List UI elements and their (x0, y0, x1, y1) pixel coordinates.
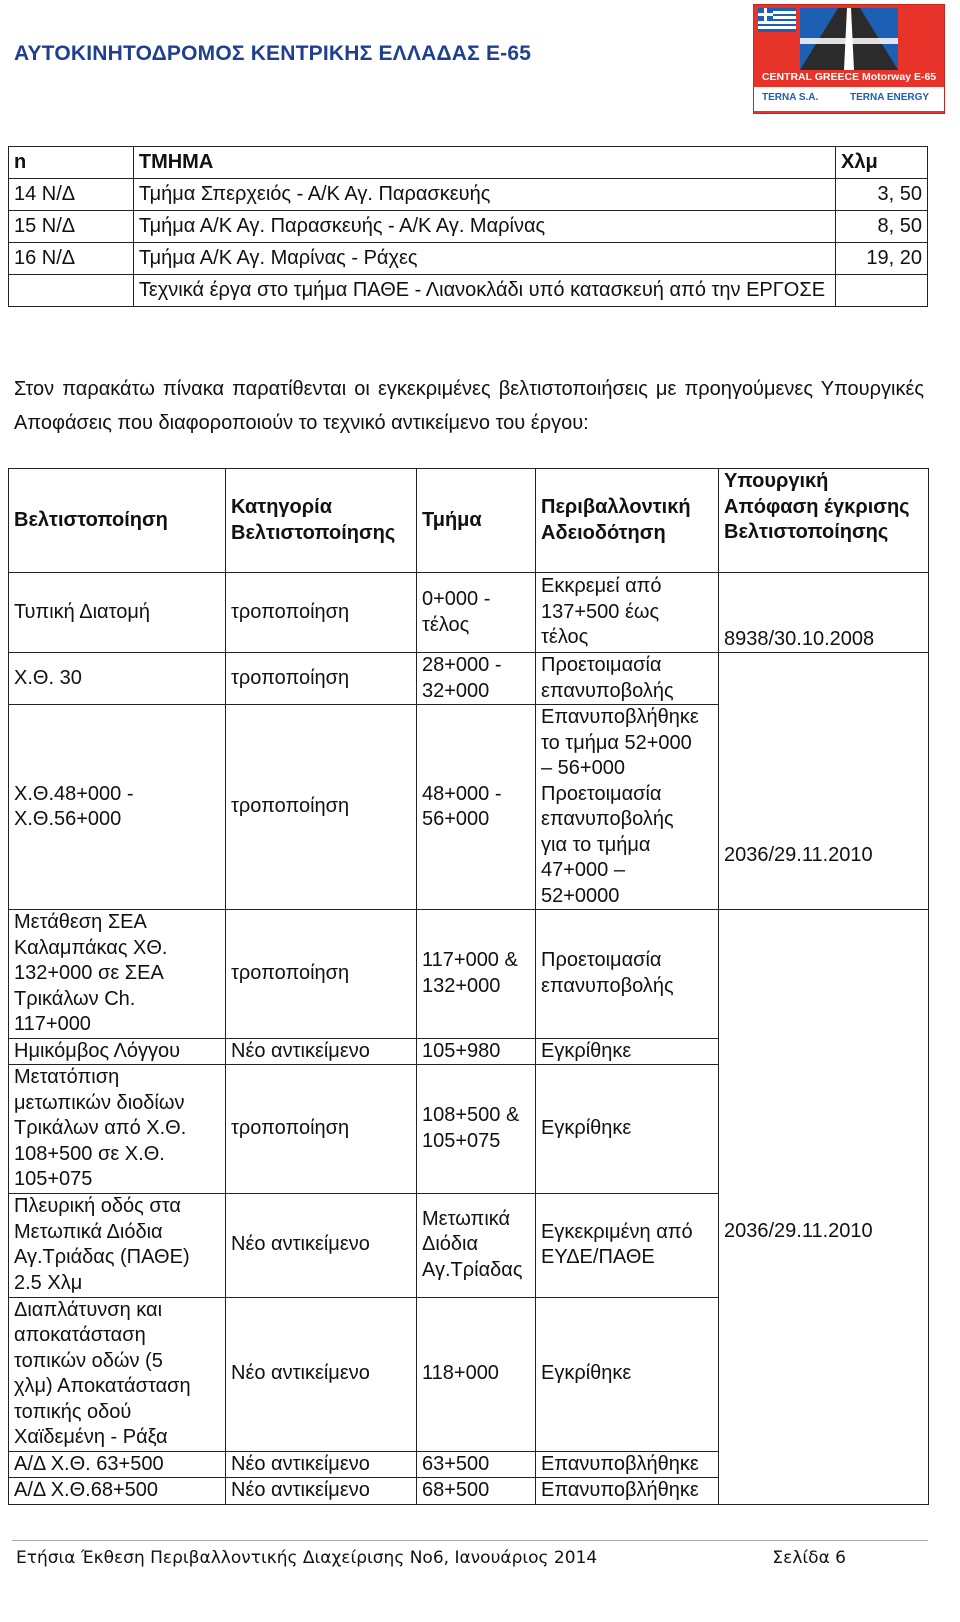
section-id: 15 Ν/Δ (9, 211, 134, 243)
optimization-category: Νέο αντικείμενο (226, 1451, 417, 1478)
section-km (836, 275, 928, 307)
optimization-section: 48+000 - 56+000 (417, 705, 536, 910)
ministerial-decision: 2036/29.11.2010 (719, 653, 929, 910)
optimization-section: 105+980 (417, 1038, 536, 1065)
optimization-category: τροποποίηση (226, 1065, 417, 1194)
environmental-licensing: Προετοιμασία επανυποβολής (536, 653, 719, 705)
table-row (9, 910, 929, 1039)
table-row (9, 653, 929, 705)
brand-terna-energy: TERNA ENERGY (850, 92, 930, 103)
header-cell: Κατηγορία Βελτιστοποίησης (226, 469, 417, 573)
optimization-name: Διαπλάτυνση και αποκατάσταση τοπικών οδών (5 χλμ) Αποκατάσταση τοπικής οδού Χαϊδεμένη - Ράξα (9, 1297, 226, 1451)
section-km: 8, 50 (836, 211, 928, 243)
optimization-section: 63+500 (417, 1451, 536, 1478)
table-row (9, 179, 928, 211)
ministerial-decision: 2036/29.11.2010 (719, 910, 929, 1505)
optimizations-table (8, 468, 929, 1505)
optimization-section: Μετωπικά Διόδια Αγ.Τρίαδας (417, 1193, 536, 1297)
optimization-section: 118+000 (417, 1297, 536, 1451)
section-km: 3, 50 (836, 179, 928, 211)
ministerial-decision: 8938/30.10.2008 (719, 573, 929, 653)
section-id: 16 Ν/Δ (9, 243, 134, 275)
table-header-row (9, 469, 929, 573)
optimization-name: Πλευρική οδός στα Μετωπικά Διόδια Αγ.Τριάδας (ΠΑΘΕ) 2.5 Χλμ (9, 1193, 226, 1297)
page-footer (16, 1548, 846, 1568)
greek-flag-icon (758, 8, 796, 32)
environmental-licensing: Προετοιμασία επανυποβολής (536, 910, 719, 1039)
optimization-name: Α/Δ Χ.Θ.68+500 (9, 1478, 226, 1505)
footer-divider (12, 1540, 928, 1541)
optimization-category: Νέο αντικείμενο (226, 1478, 417, 1505)
header-cell: Τμήμα (417, 469, 536, 573)
optimization-name: Μετάθεση ΣΕΑ Καλαμπάκας ΧΘ. 132+000 σε ΣΕΑ Τρικάλων Ch. 117+000 (9, 910, 226, 1039)
optimization-name: Μετατόπιση μετωπικών διοδίων Τρικάλων από Χ.Θ. 108+500 σε Χ.Θ. 105+075 (9, 1065, 226, 1194)
optimization-category: τροποποίηση (226, 573, 417, 653)
optimization-category: τροποποίηση (226, 910, 417, 1039)
header-cell: Χλμ (836, 147, 928, 179)
environmental-licensing: Εγκεκριμένη από ΕΥΔΕ/ΠΑΘΕ (536, 1193, 719, 1297)
footer-text: Ετήσια Έκθεση Περιβαλλοντικής Διαχείρισης Νο6, Ιανουάριος 2014 (16, 1548, 598, 1568)
optimization-category: τροποποίηση (226, 653, 417, 705)
table-row (9, 275, 928, 307)
optimization-category: τροποποίηση (226, 705, 417, 910)
environmental-licensing: Εγκρίθηκε (536, 1038, 719, 1065)
header-cell: Βελτιστοποίηση (9, 469, 226, 573)
section-id (9, 275, 134, 307)
logo-line: CENTRAL GREECE Motorway E-65 (761, 71, 937, 83)
environmental-licensing: Επανυποβλήθηκε (536, 1451, 719, 1478)
table-row (9, 243, 928, 275)
section-name: Τμήμα Α/Κ Αγ. Μαρίνας - Ράχες (133, 243, 835, 275)
section-km: 19, 20 (836, 243, 928, 275)
section-name: Τμήμα Α/Κ Αγ. Παρασκευής - Α/Κ Αγ. Μαρίνας (133, 211, 835, 243)
environmental-licensing: Επανυποβλήθηκε το τμήμα 52+000 – 56+000 Προετοιμασία επανυποβολής για το τμήμα 47+000 – 52+0000 (536, 705, 719, 910)
company-logo (753, 4, 945, 114)
optimization-category: Νέο αντικείμενο (226, 1193, 417, 1297)
sections-table (8, 146, 928, 307)
environmental-licensing: Εγκρίθηκε (536, 1065, 719, 1194)
section-name: Τεχνικά έργα στο τμήμα ΠΑΘΕ - Λιανοκλάδι υπό κατασκευή από την ΕΡΓΟΣΕ (133, 275, 835, 307)
optimization-section: 108+500 & 105+075 (417, 1065, 536, 1194)
environmental-licensing: Επανυποβλήθηκε (536, 1478, 719, 1505)
environmental-licensing: Εκκρεμεί από 137+500 έως τέλος (536, 573, 719, 653)
table-row (9, 573, 929, 653)
optimization-section: 0+000 - τέλος (417, 573, 536, 653)
section-id: 14 Ν/Δ (9, 179, 134, 211)
optimization-section: 28+000 - 32+000 (417, 653, 536, 705)
motorway-road-icon (800, 8, 898, 70)
header-cell: Περιβαλλοντική Αδειοδότηση (536, 469, 719, 573)
brand-terna: TERNA S.A. (762, 92, 819, 103)
header-cell: n (9, 147, 134, 179)
optimization-section: 117+000 & 132+000 (417, 910, 536, 1039)
header-cell: Υπουργική Απόφαση έγκρισης Βελτιστοποίησης (719, 469, 929, 573)
optimization-category: Νέο αντικείμενο (226, 1038, 417, 1065)
section-name: Τμήμα Σπερχειός - Α/Κ Αγ. Παρασκευής (133, 179, 835, 211)
header-cell: ΤΜΗΜΑ (133, 147, 835, 179)
optimization-name: Α/Δ Χ.Θ. 63+500 (9, 1451, 226, 1478)
table-header-row (9, 147, 928, 179)
document-header-title: ΑΥΤΟΚΙΝΗΤΟΔΡΟΜΟΣ ΚΕΝΤΡΙΚΗΣ ΕΛΛΑΔΑΣ Ε-65 (14, 42, 532, 65)
intro-paragraph: Στον παρακάτω πίνακα παρατίθενται οι εγκεκριμένες βελτιστοποιήσεις με προηγούμενες Υπουργικές Αποφάσεις που διαφοροποιούν το τεχνικό αντικείμενο του έργου: (14, 378, 924, 434)
optimization-category: Νέο αντικείμενο (226, 1297, 417, 1451)
optimization-name: Χ.Θ. 30 (9, 653, 226, 705)
optimization-name: Τυπική Διατομή (9, 573, 226, 653)
optimization-section: 68+500 (417, 1478, 536, 1505)
environmental-licensing: Εγκρίθηκε (536, 1297, 719, 1451)
table-row (9, 211, 928, 243)
page-number: Σελίδα 6 (772, 1548, 846, 1568)
optimization-name: Χ.Θ.48+000 - Χ.Θ.56+000 (9, 705, 226, 910)
optimization-name: Ημικόμβος Λόγγου (9, 1038, 226, 1065)
logo-brands (754, 87, 944, 111)
